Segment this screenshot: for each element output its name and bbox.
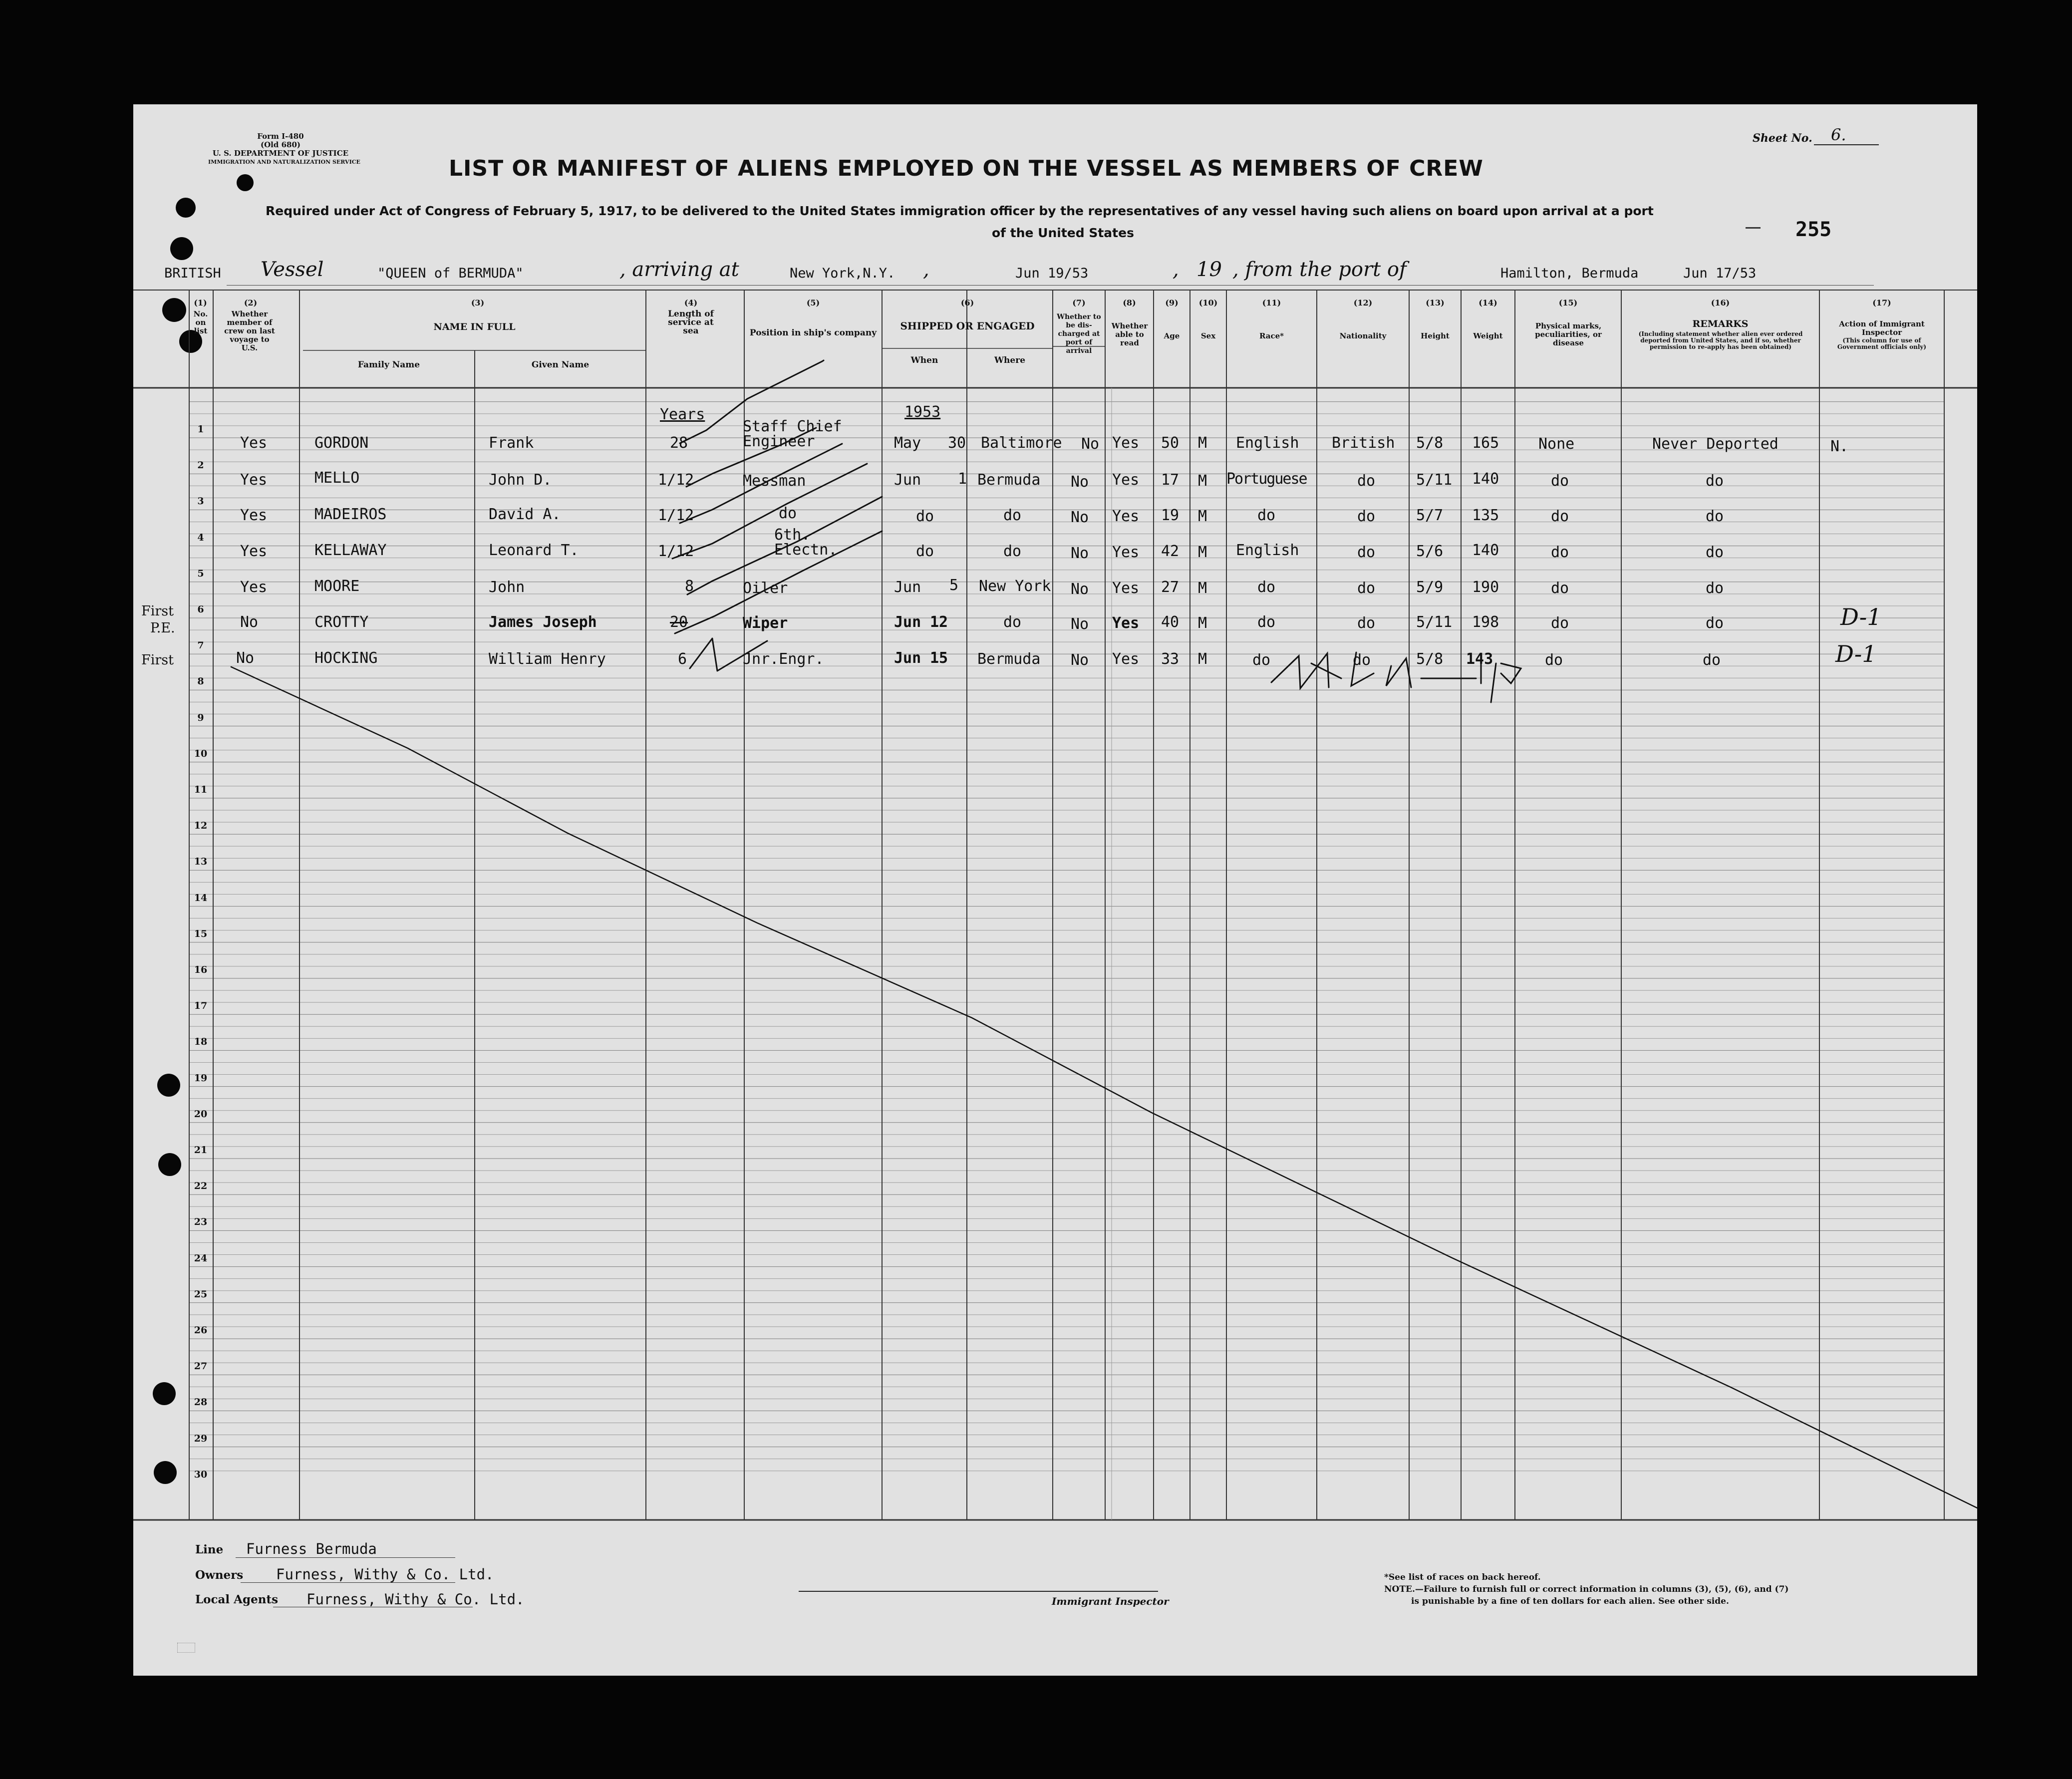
- subtitle-line-2: of the United States: [992, 226, 1134, 240]
- weight: 198: [1472, 613, 1499, 631]
- nationality: do: [1357, 544, 1376, 561]
- years-heading: Years: [660, 406, 705, 423]
- engaged-month: do: [916, 543, 934, 560]
- family-name: MOORE: [314, 578, 360, 595]
- inspector-action: D-1: [1840, 603, 1882, 630]
- margin-note-first: First: [141, 603, 174, 619]
- height: 5/8: [1416, 434, 1444, 452]
- column-number: (9): [1165, 298, 1179, 307]
- row-number: 28: [194, 1397, 208, 1408]
- header-when: When: [910, 355, 938, 365]
- header-no-on-list: No. on list: [193, 309, 208, 335]
- header-nationality: Nationality: [1339, 331, 1387, 340]
- row-number: 8: [197, 676, 204, 687]
- header-name-in-full: NAME IN FULL: [433, 321, 516, 332]
- margin-note-first: First: [141, 652, 174, 668]
- given-name: David A.: [489, 506, 561, 523]
- footer-owners-label: Owners: [195, 1568, 244, 1582]
- weight: 135: [1472, 507, 1499, 524]
- engaged-day: 1: [958, 470, 967, 488]
- age: 40: [1161, 613, 1180, 631]
- remarks: Never Deported: [1652, 435, 1778, 453]
- footer-note-2: is punishable by a fine of ten dollars for each alien. See other side.: [1411, 1596, 1729, 1606]
- family-name: GORDON: [314, 434, 369, 452]
- inspector-label: Immigrant Inspector: [1052, 1595, 1169, 1607]
- footer-note-1: NOTE.—Failure to furnish full or correct information in columns (3), (5), (6), and (7): [1384, 1584, 1789, 1594]
- row-number: 11: [194, 784, 208, 795]
- physical-marks: None: [1538, 435, 1575, 453]
- able-to-read: Yes: [1112, 614, 1140, 632]
- race: Portuguese: [1226, 470, 1307, 488]
- row-number: 6: [197, 604, 204, 615]
- row-number: 26: [194, 1325, 208, 1336]
- year-prefix: 19: [1196, 258, 1222, 281]
- departure-port: Hamilton, Bermuda: [1500, 266, 1639, 281]
- row-number: 24: [194, 1252, 208, 1264]
- printer-mark: [177, 1643, 195, 1653]
- physical-marks: do: [1551, 508, 1569, 525]
- height: 5/11: [1416, 471, 1453, 489]
- check-mark: [690, 638, 767, 671]
- header-position: Position in ship's company: [749, 328, 877, 338]
- header-sex: Sex: [1200, 331, 1216, 340]
- engaged-where: New York: [979, 578, 1051, 595]
- header-action: Action of Immigrant Inspector: [1839, 319, 1925, 337]
- age: 42: [1161, 543, 1180, 560]
- signature-stroke: [1271, 652, 1521, 702]
- engaged-day: 15: [930, 649, 948, 667]
- engaged-where: do: [1003, 543, 1022, 560]
- age: 27: [1161, 579, 1180, 596]
- column-number: (16): [1711, 298, 1730, 307]
- footer-line-underline: [236, 1557, 455, 1558]
- column-number: (13): [1426, 298, 1445, 307]
- discharge: No: [1071, 509, 1089, 526]
- position: do: [779, 505, 797, 522]
- remarks: do: [1706, 544, 1724, 561]
- height: 5/7: [1416, 507, 1444, 524]
- length-of-service: 20: [670, 613, 688, 631]
- inspector-signature-line: [799, 1591, 1158, 1592]
- able-to-read: Yes: [1112, 508, 1140, 525]
- column-number: (3): [471, 298, 485, 307]
- vessel-name: "QUEEN of BERMUDA": [377, 266, 524, 281]
- remarks: do: [1703, 651, 1721, 669]
- column-number: (11): [1262, 298, 1281, 307]
- column-number: (5): [806, 298, 820, 307]
- able-to-read: Yes: [1112, 580, 1140, 597]
- crew-last-voyage: Yes: [240, 471, 268, 489]
- row-number: 10: [194, 748, 208, 759]
- column-number: (8): [1123, 298, 1136, 307]
- row-number: 4: [197, 532, 204, 543]
- vessel-flag: BRITISH: [164, 266, 221, 281]
- department: U. S. DEPARTMENT OF JUSTICE: [212, 149, 349, 158]
- column-number: (15): [1558, 298, 1578, 307]
- column-number: (10): [1198, 298, 1218, 307]
- discharge: No: [1081, 435, 1100, 453]
- check-mark: [672, 464, 867, 559]
- length-of-service: 28: [670, 434, 688, 452]
- family-name: KELLAWAY: [314, 542, 387, 559]
- row-number: 12: [194, 820, 208, 832]
- footer-owners-underline: [241, 1582, 455, 1583]
- given-name: John D.: [489, 471, 552, 489]
- sheet-number-label: Sheet No.: [1753, 132, 1812, 145]
- discharge: No: [1071, 651, 1089, 669]
- header-shipped-engaged: SHIPPED OR ENGAGED: [900, 320, 1035, 332]
- race: English: [1236, 542, 1299, 559]
- header-family-name: Family Name: [357, 360, 420, 370]
- nationality: do: [1357, 580, 1376, 597]
- column-number: (17): [1872, 298, 1891, 307]
- from-port-label: , from the port of: [1232, 258, 1407, 281]
- row-number: 25: [194, 1288, 208, 1300]
- position: Messman: [743, 472, 806, 490]
- nationality: do: [1357, 614, 1376, 632]
- row-number: 1: [197, 424, 204, 435]
- engaged-where: do: [1003, 613, 1022, 631]
- race: do: [1257, 507, 1276, 524]
- stamp-number: 255: [1795, 218, 1832, 241]
- crew-last-voyage: Yes: [240, 507, 268, 524]
- document-title: LIST OR MANIFEST OF ALIENS EMPLOYED ON THE VESSEL AS MEMBERS OF CREW: [449, 156, 1483, 181]
- age: 50: [1161, 434, 1180, 452]
- family-name: MELLO: [314, 469, 360, 487]
- age: 19: [1161, 507, 1180, 524]
- header-age: Age: [1164, 331, 1180, 340]
- engaged-where: Bermuda: [977, 471, 1041, 489]
- engaged-where: Baltimore: [981, 434, 1062, 452]
- physical-marks: do: [1551, 544, 1569, 561]
- inspector-action: D-1: [1835, 640, 1877, 667]
- length-of-service: 1/12: [658, 507, 694, 524]
- physical-marks: do: [1551, 614, 1569, 632]
- header-height: Height: [1421, 331, 1450, 340]
- physical-marks: do: [1551, 472, 1569, 490]
- row-number: 20: [194, 1108, 208, 1120]
- sex: M: [1198, 472, 1207, 490]
- position: Oiler: [743, 580, 788, 597]
- height: 5/6: [1416, 543, 1444, 560]
- length-of-service: 6: [678, 650, 687, 668]
- crew-last-voyage: Yes: [240, 434, 268, 452]
- footer-agents-value: Furness, Withy & Co. Ltd.: [306, 1591, 525, 1608]
- discharge: No: [1071, 545, 1089, 562]
- diagonal-cancel-line: [231, 667, 1977, 1508]
- header-where: Where: [994, 355, 1026, 365]
- sex: M: [1198, 508, 1207, 525]
- engaged-month: Jun: [894, 649, 921, 667]
- height: 5/8: [1416, 650, 1444, 668]
- crew-last-voyage: No: [240, 613, 259, 631]
- remarks: do: [1706, 580, 1724, 597]
- vessel-label: Vessel: [261, 258, 324, 281]
- header-discharged: Whether to be dis-charged at port of arrival: [1057, 313, 1101, 355]
- column-number: (1): [194, 298, 207, 307]
- crew-last-voyage: No: [236, 649, 255, 667]
- row-number: 5: [197, 568, 204, 579]
- row-number: 2: [197, 460, 204, 471]
- able-to-read: Yes: [1112, 471, 1140, 489]
- given-name: Leonard T.: [489, 542, 579, 559]
- nationality: British: [1332, 434, 1395, 452]
- engaged-month: do: [916, 508, 934, 525]
- engaged-month: May: [894, 434, 921, 452]
- header-crew-last-voyage: Whether member of crew on last voyage to U.S.: [224, 309, 275, 352]
- weight: 143: [1466, 650, 1493, 668]
- nationality: do: [1357, 508, 1376, 525]
- column-number: (4): [684, 298, 698, 307]
- row-number: 22: [194, 1181, 208, 1192]
- arrival-port: New York,N.Y.: [790, 266, 895, 281]
- family-name: HOCKING: [314, 649, 378, 667]
- annotation-strokes: [133, 104, 1977, 1676]
- row-number: 18: [194, 1036, 208, 1048]
- position: 6th. Electn.: [774, 526, 838, 559]
- sex: M: [1198, 614, 1207, 632]
- length-of-service: 1/12: [658, 471, 694, 489]
- form-number: Form I-480: [257, 132, 304, 141]
- row-number: 7: [197, 640, 204, 651]
- row-number: 30: [194, 1469, 208, 1480]
- discharge: No: [1071, 581, 1089, 598]
- remarks: do: [1706, 508, 1724, 525]
- race: English: [1236, 434, 1299, 452]
- header-length-of-service: Length of service at sea: [668, 309, 714, 336]
- given-name: John: [489, 579, 525, 596]
- year-1953: 1953: [904, 403, 941, 421]
- sheet-number: 6.: [1831, 125, 1846, 144]
- row-number: 19: [194, 1072, 208, 1084]
- row-number: 23: [194, 1216, 208, 1228]
- column-number: (2): [244, 298, 258, 307]
- family-name: CROTTY: [314, 613, 369, 631]
- row-number: 29: [194, 1433, 208, 1444]
- weight: 140: [1472, 470, 1499, 488]
- engaged-day: 30: [948, 434, 966, 452]
- age: 17: [1161, 471, 1180, 489]
- arrival-date: Jun 19/53: [1015, 266, 1089, 281]
- row-number: 14: [194, 892, 208, 903]
- physical-marks: do: [1545, 651, 1563, 669]
- able-to-read: Yes: [1112, 650, 1140, 668]
- weight: 165: [1472, 434, 1499, 452]
- nationality: do: [1353, 651, 1371, 669]
- footer-agents-label: Local Agents: [195, 1593, 279, 1606]
- footer-note-races: *See list of races on back hereof.: [1384, 1572, 1541, 1582]
- row-number: 13: [194, 856, 208, 868]
- race: do: [1257, 579, 1276, 596]
- height: 5/11: [1416, 613, 1453, 631]
- footer-owners-value: Furness, Withy & Co. Ltd.: [276, 1566, 494, 1583]
- physical-marks: do: [1551, 580, 1569, 597]
- check-mark: [680, 444, 842, 523]
- engaged-day: 5: [949, 577, 959, 594]
- length-of-service: 8: [685, 578, 694, 595]
- engaged-day: 12: [930, 613, 948, 631]
- sex: M: [1198, 650, 1207, 668]
- old-form-number: (Old 680): [261, 140, 300, 149]
- column-number: (7): [1072, 298, 1086, 307]
- manifest-sheet: [133, 104, 1977, 1676]
- discharge: No: [1071, 473, 1089, 491]
- weight: 190: [1472, 579, 1499, 596]
- check-mark: [680, 360, 824, 443]
- margin-note-pe: P.E.: [150, 620, 175, 636]
- row-number: 3: [197, 496, 204, 507]
- discharge: No: [1071, 615, 1089, 633]
- header-weight: Weight: [1473, 331, 1503, 340]
- footer-line-value: Furness Bermuda: [246, 1540, 377, 1557]
- given-name: William Henry: [489, 650, 606, 668]
- able-to-read: Yes: [1112, 544, 1140, 561]
- service: IMMIGRATION AND NATURALIZATION SERVICE: [208, 159, 360, 165]
- age: 33: [1161, 650, 1180, 668]
- row-number: 16: [194, 964, 208, 975]
- engaged-where: do: [1003, 507, 1022, 524]
- race: do: [1252, 651, 1271, 669]
- row-number: 27: [194, 1361, 208, 1372]
- column-number: (14): [1479, 298, 1497, 307]
- length-of-service: 1/12: [658, 543, 694, 560]
- inspector-action: N.: [1830, 438, 1849, 455]
- engaged-month: Jun: [894, 613, 921, 631]
- header-race: Race*: [1259, 331, 1284, 340]
- header-physical-marks: Physical marks, peculiarities, or disease: [1535, 321, 1602, 347]
- engaged-month: Jun: [894, 471, 921, 489]
- header-remarks: REMARKS: [1692, 318, 1749, 329]
- engaged-month: Jun: [894, 579, 921, 596]
- remarks: do: [1706, 614, 1724, 632]
- position: Wiper: [743, 614, 788, 632]
- weight: 140: [1472, 542, 1499, 559]
- header-given-name: Given Name: [531, 360, 590, 370]
- header-remarks-note: (Including statement whether alien ever ordered deported from United States, and if so, whether permission to re-apply has been obtained): [1638, 330, 1803, 350]
- header-action-note: (This column for use of Government officials only): [1837, 337, 1927, 350]
- departure-date: Jun 17/53: [1683, 266, 1757, 281]
- family-name: MADEIROS: [314, 506, 387, 523]
- remarks: do: [1706, 472, 1724, 490]
- given-name: Frank: [489, 434, 534, 452]
- position: Staff Chief Engineer: [743, 418, 842, 450]
- sex: M: [1198, 580, 1207, 597]
- position: Jnr.Engr.: [743, 650, 824, 668]
- engaged-where: Bermuda: [977, 650, 1041, 668]
- column-number: (6): [960, 298, 974, 307]
- nationality: do: [1357, 472, 1376, 490]
- header-able-to-read: Whether able to read: [1111, 321, 1148, 347]
- row-number: 15: [194, 928, 208, 939]
- row-number: 9: [197, 712, 204, 723]
- arriving-label: , arriving at: [619, 258, 739, 281]
- given-name: James Joseph: [489, 613, 597, 631]
- crew-last-voyage: Yes: [240, 543, 268, 560]
- crew-last-voyage: Yes: [240, 579, 268, 596]
- check-mark: [686, 428, 816, 487]
- footer-line-label: Line: [195, 1543, 224, 1556]
- able-to-read: Yes: [1112, 434, 1140, 452]
- sex: M: [1198, 544, 1207, 561]
- subtitle-line-1: Required under Act of Congress of February 5, 1917, to be delivered to the United States immigration officer by the representatives of any vessel having such aliens on board upon arrival at a port: [266, 204, 1654, 218]
- sex: M: [1198, 434, 1207, 452]
- race: do: [1257, 613, 1276, 631]
- column-number: (12): [1353, 298, 1373, 307]
- separator-comma: ,: [923, 258, 929, 281]
- height: 5/9: [1416, 579, 1444, 596]
- row-number: 21: [194, 1145, 208, 1156]
- row-number: 17: [194, 1000, 208, 1012]
- separator-comma: ,: [1173, 258, 1179, 281]
